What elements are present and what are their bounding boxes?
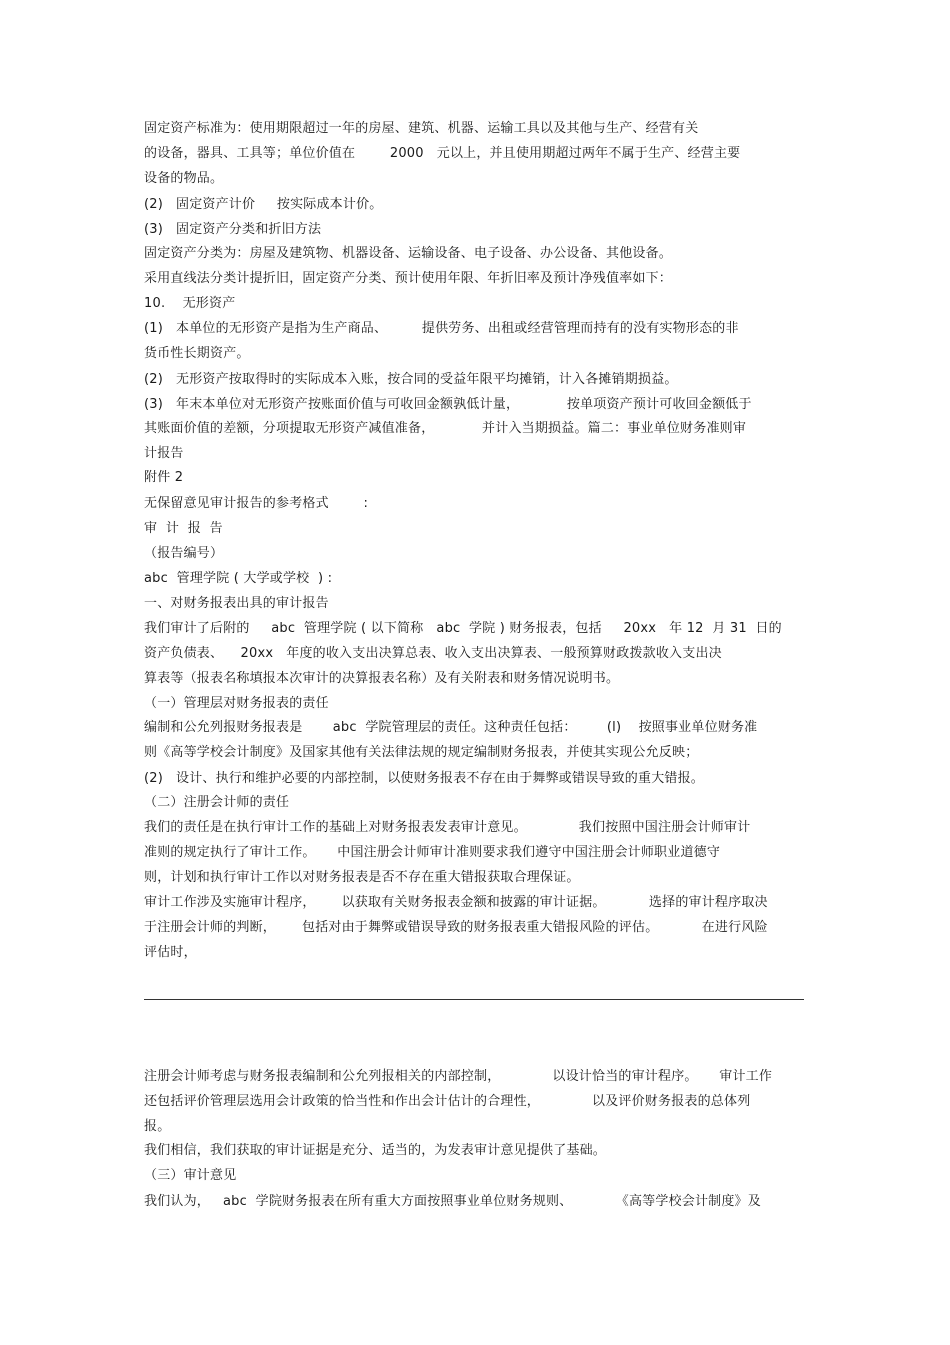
attachment-label: 附件 2 — [144, 470, 184, 485]
text-line: (3) 固定资产分类和折旧方法 — [144, 222, 322, 237]
text-line: 于注册会计师的判断， 包括对由于舞弊或错误导致的财务报表重大错报风险的评估。 在进行风险 — [144, 920, 768, 935]
text-line: 则《高等学校会计制度》及国家其他有关法律法规的规定编制财务报表，并使其实现公允反映； — [144, 745, 699, 760]
subsection-heading: （三）审计意见 — [144, 1168, 237, 1183]
text-line: 计报告 — [144, 446, 184, 461]
text-line: 准则的规定执行了审计工作。 中国注册会计师审计准则要求我们遵守中国注册会计师职业道德守 — [144, 845, 721, 860]
text-line: (2) 设计、执行和维护必要的内部控制，以使财务报表不存在由于舞弊或错误导致的重大错报。 — [144, 771, 705, 786]
text-line: 报。 — [144, 1119, 171, 1134]
report-number: （报告编号） — [144, 546, 224, 561]
text-line: 的设备，器具、工具等；单位价值在 2000 元以上，并且使用期超过两年不属于生产、经营主要 — [144, 146, 741, 161]
text-line: 我们认为， abc 学院财务报表在所有重大方面按照事业单位财务规则、 《高等学校会计制度》及 — [144, 1194, 761, 1209]
text-line: 算表等（报表名称填报本次审计的决算报表名称）及有关附表和财务情况说明书。 — [144, 671, 620, 686]
section-heading: 一、对财务报表出具的审计报告 — [144, 596, 329, 611]
text-line: 无保留意见审计报告的参考格式 : — [144, 496, 369, 511]
text-line: 固定资产标准为：使用期限超过一年的房屋、建筑、机器、运输工具以及其他与生产、经营有关 — [144, 121, 699, 136]
text-line: 固定资产分类为：房屋及建筑物、机器设备、运输设备、电子设备、办公设备、其他设备。 — [144, 246, 673, 261]
text-line: 审计工作涉及实施审计程序， 以获取有关财务报表金额和披露的审计证据。 选择的审计程序取决 — [144, 895, 768, 910]
text-line: (2) 固定资产计价 按实际成本计价。 — [144, 197, 383, 212]
page-divider — [144, 999, 804, 1000]
report-title: 审 计 报 告 — [144, 521, 223, 536]
text-line: 还包括评价管理层选用会计政策的恰当性和作出会计估计的合理性， 以及评价财务报表的总体列 — [144, 1094, 751, 1109]
text-line: 采用直线法分类计提折旧，固定资产分类、预计使用年限、年折旧率及预计净残值率如下： — [144, 271, 673, 286]
text-line: 评估时， — [144, 945, 197, 960]
text-line: 则，计划和执行审计工作以对财务报表是否不存在重大错报获取合理保证。 — [144, 870, 580, 885]
subsection-heading: （二）注册会计师的责任 — [144, 795, 290, 810]
text-line: 设备的物品。 — [144, 171, 224, 186]
text-line: 其账面价值的差额，分项提取无形资产减值准备， 并计入当期损益。篇二：事业单位财务准则审 — [144, 421, 747, 436]
text-line: (3) 年末本单位对无形资产按账面价值与可收回金额孰低计量， 按单项资产预计可收回金额低于 — [144, 397, 752, 412]
text-line: 注册会计师考虑与财务报表编制和公允列报相关的内部控制， 以设计恰当的审计程序。 审计工作 — [144, 1069, 773, 1084]
text-line: 我们相信，我们获取的审计证据是充分、适当的，为发表审计意见提供了基础。 — [144, 1143, 607, 1158]
text-line: 我们的责任是在执行审计工作的基础上对财务报表发表审计意见。 我们按照中国注册会计师审计 — [144, 820, 751, 835]
section-heading: 10. 无形资产 — [144, 296, 236, 311]
text-line: 资产负债表、 20xx 年度的收入支出决算总表、收入支出决算表、一般预算财政拨款收入支出决 — [144, 646, 722, 661]
addressee: abc 管理学院 ( 大学或学校 ) : — [144, 571, 333, 586]
subsection-heading: （一）管理层对财务报表的责任 — [144, 696, 329, 711]
text-line: 编制和公允列报财务报表是 abc 学院管理层的责任。这种责任包括： (l) 按照事业单位财务准 — [144, 720, 758, 735]
text-line: (1) 本单位的无形资产是指为生产商品、 提供劳务、出租或经营管理而持有的没有实物形态的非 — [144, 321, 739, 336]
text-line: 货币性长期资产。 — [144, 346, 250, 361]
text-line: 我们审计了后附的 abc 管理学院 ( 以下简称 abc 学院 ) 财务报表，包括 20xx 年 12 月 31 日的 — [144, 621, 782, 636]
text-line: (2) 无形资产按取得时的实际成本入账，按合同的受益年限平均摊销，计入各摊销期损益。 — [144, 372, 678, 387]
